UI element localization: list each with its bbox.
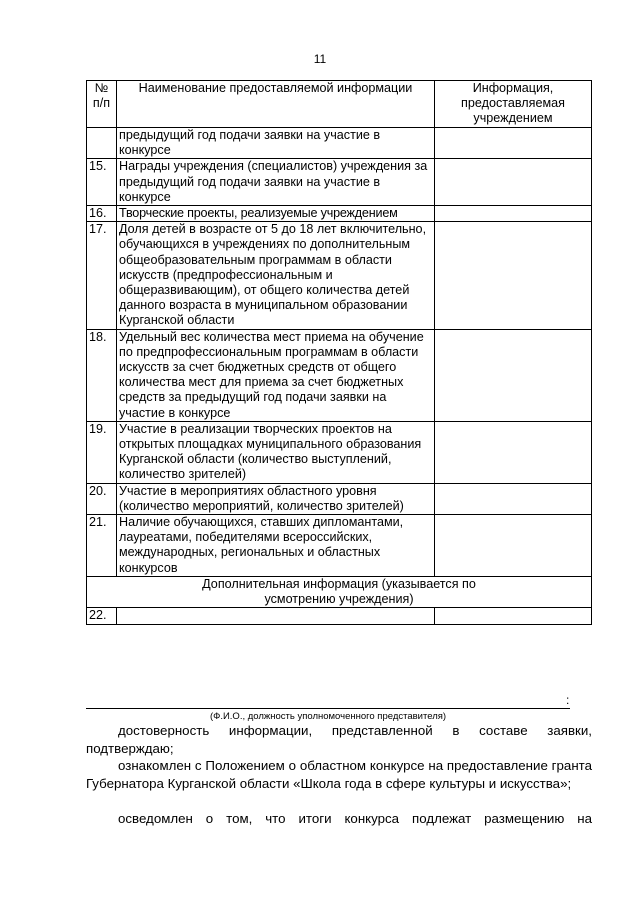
row-value-cell	[435, 329, 592, 421]
table-row	[87, 128, 592, 159]
row-value-cell	[435, 608, 592, 624]
row-value-cell	[435, 515, 592, 577]
row-value-cell	[435, 483, 592, 514]
row-text: Удельный вес количества мест приема на обучение по предпрофессиональным программам в области искусств за счет бюджетных средств от общего количества мест для приема за счет бюджетных средств за предыдущий год подачи заявки на участие в конкурсе	[117, 329, 435, 421]
row-number: 16.	[87, 206, 117, 222]
paragraph-confirmation: достоверность информации, представленной в составе заявки, подтверждаю;	[86, 723, 592, 756]
table-header-row	[87, 81, 592, 128]
header-number: № п/п	[87, 81, 117, 128]
row-value-cell	[435, 222, 592, 329]
row-value-cell	[435, 128, 592, 159]
row-value-cell	[435, 421, 592, 483]
row-text: Участие в мероприятиях областного уровня (количество мероприятий, количество зрителей)	[117, 483, 435, 514]
row-number: 20.	[87, 483, 117, 514]
row-value-cell	[435, 159, 592, 206]
row-number: 19.	[87, 421, 117, 483]
row-text: Наличие обучающихся, ставших дипломантами, лауреатами, победителями всероссийских, международных, региональных и областных конкурсов	[117, 515, 435, 577]
section-row	[87, 576, 592, 607]
table-row	[87, 222, 592, 329]
table-row	[87, 608, 592, 624]
table-row	[87, 206, 592, 222]
table-row	[87, 515, 592, 577]
information-table	[86, 80, 592, 625]
row-number: 22.	[87, 608, 117, 624]
table-row	[87, 421, 592, 483]
paragraph-acquainted: ознакомлен с Положением о областном конкурсе на предоставление гранта Губернатора Курганской области «Школа года в сфере культуры и искусства»;	[86, 758, 592, 791]
row-value-cell	[435, 206, 592, 222]
row-number	[87, 128, 117, 159]
row-text	[117, 608, 435, 624]
page-number: 11	[313, 52, 327, 66]
signature-line-colon: :	[566, 693, 570, 707]
row-number: 18.	[87, 329, 117, 421]
header-value: Информация, предоставляемая учреждением	[435, 81, 592, 128]
paragraph-informed: осведомлен о том, что итоги конкурса подлежат размещению на	[118, 811, 592, 826]
row-number: 17.	[87, 222, 117, 329]
table-row	[87, 159, 592, 206]
signature-caption: (Ф.И.О., должность уполномоченного представителя)	[209, 711, 447, 722]
signature-line	[86, 708, 570, 709]
row-text: Участие в реализации творческих проектов на открытых площадках муниципального образования Курганской области (количество выступлений, количество зрителей)	[117, 421, 435, 483]
table-row	[87, 329, 592, 421]
section-heading: Дополнительная информация (указывается по усмотрению учреждения)	[87, 576, 592, 607]
row-text: Награды учреждения (специалистов) учреждения за предыдущий год подачи заявки на участие в конкурсе	[117, 159, 435, 206]
row-text: Творческие проекты, реализуемые учреждением	[117, 206, 435, 222]
row-text: предыдущий год подачи заявки на участие в конкурсе	[117, 128, 435, 159]
row-text: Доля детей в возрасте от 5 до 18 лет включительно, обучающихся в учреждениях по дополнительным общеобразовательным программам в области искусств (предпрофессиональным и общеразвивающим), от общего количества детей данного возраста в муниципальном образовании Курганской области	[117, 222, 435, 329]
header-name: Наименование предоставляемой информации	[117, 81, 435, 128]
row-number: 15.	[87, 159, 117, 206]
row-number: 21.	[87, 515, 117, 577]
table-row	[87, 483, 592, 514]
